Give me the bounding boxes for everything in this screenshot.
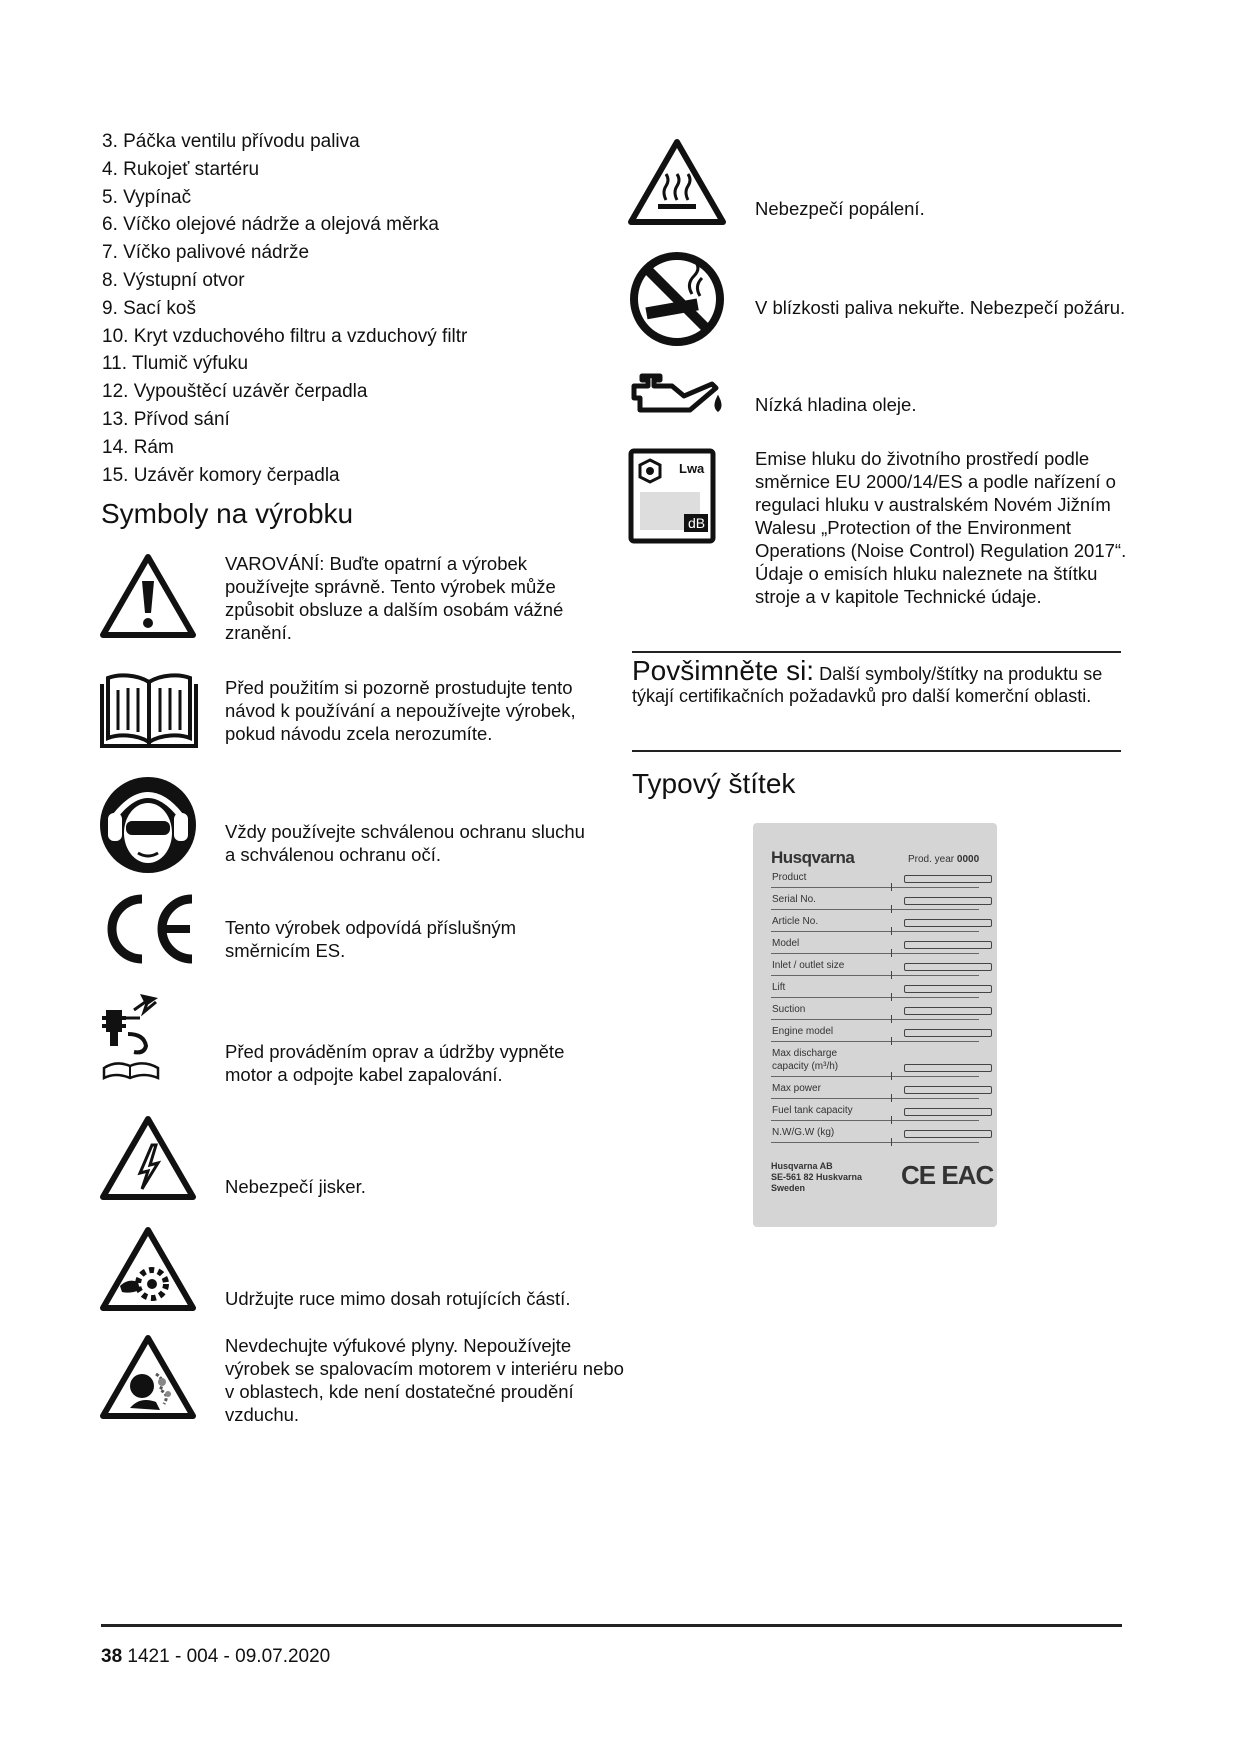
symbol-text: Vždy používejte schválenou ochranu sluchu a schválenou ochranu očí. <box>225 821 585 865</box>
symbol-text: Nebezpečí popálení. <box>755 198 925 219</box>
plate-row: Engine model <box>771 1022 979 1042</box>
exhaust-fumes-icon <box>100 1334 196 1420</box>
list-item: 13. Přívod sání <box>102 408 230 430</box>
parts-list <box>102 128 467 489</box>
note-lead: Povšimněte si: <box>632 655 815 686</box>
list-item: 5. Vypínač <box>102 186 192 208</box>
list-item: 15. Uzávěr komory čerpadla <box>102 464 340 486</box>
list-item: 11. Tlumič výfuku <box>102 353 249 375</box>
manual-book-icon <box>100 670 198 748</box>
doc-id: 1421 - 004 - 09.07.2020 <box>127 1646 331 1667</box>
plate-row: Max power <box>771 1079 979 1099</box>
page-number: 38 <box>101 1646 123 1667</box>
noise-label: Lwa <box>679 461 705 476</box>
certification-marks: CE EAC <box>901 1160 994 1190</box>
ear-eye-protection-icon <box>98 775 198 875</box>
plate-row: Lift <box>771 978 979 998</box>
brand-logo: Husqvarna <box>771 848 855 867</box>
ce-mark-icon <box>100 893 198 965</box>
electric-spark-icon <box>100 1115 196 1201</box>
manufacturer-address: Husqvarna AB SE-561 82 Huskvarna Sweden <box>771 1161 863 1193</box>
plate-row: Suction <box>771 1000 979 1020</box>
rating-plate <box>753 823 997 1227</box>
symbol-text: Udržujte ruce mimo dosah rotujících částí. <box>225 1288 571 1309</box>
list-item: 9. Sací koš <box>102 297 196 319</box>
footer <box>101 1646 330 1668</box>
list-item: 7. Víčko palivové nádrže <box>102 242 310 264</box>
label-heading: Typový štítek <box>632 768 796 799</box>
note-box <box>632 655 1122 707</box>
divider <box>632 651 1121 653</box>
symbol-text: Nevdechujte výfukové plyny. Nepoužívejte výrobek se spalovacím motorem v interiéru nebo v oblastech, kde není dostatečné proudění vzduchu. <box>225 1335 624 1425</box>
plate-row: Product <box>771 868 979 888</box>
no-smoking-icon <box>628 250 726 348</box>
disconnect-spark-plug-icon <box>100 990 164 1082</box>
list-item: 4. Rukojeť startéru <box>102 158 260 180</box>
divider <box>632 750 1121 752</box>
symbol-text: V blízkosti paliva nekuřte. Nebezpečí požáru. <box>755 297 1126 318</box>
symbol-text: VAROVÁNÍ: Buďte opatrní a výrobek používejte správně. Tento výrobek může způsobit obsluze a dalším osobám vážné zranění. <box>225 553 564 643</box>
low-oil-icon <box>628 372 726 418</box>
symbol-text: Nízká hladina oleje. <box>755 394 917 415</box>
noise-emission-icon <box>628 448 716 544</box>
footer-divider <box>101 1624 1122 1627</box>
hot-surface-icon <box>628 138 726 226</box>
list-item: 6. Víčko olejové nádrže a olejová měrka <box>102 214 439 236</box>
symbols-heading: Symboly na výrobku <box>101 498 354 529</box>
symbol-text: Emise hluku do životního prostředí podle směrnice EU 2000/14/ES a podle nařízení o regulaci hluku v australském Novém Jižním Walesu „Protection of the Environment Operations (Noise Control) Regulation 2017“. Údaje o emisích hluku naleznete na štítku stroje a v kapitole Technické údaje. <box>755 448 1127 607</box>
note-text: Další symboly/štítky na produktu se týkají certifikačních požadavků pro další komerční oblasti. <box>632 664 1103 706</box>
db-label: dB <box>688 515 706 531</box>
plate-row: Model <box>771 934 979 954</box>
symbol-text: Před použitím si pozorně prostudujte tento návod k používání a nepoužívejte výrobek, pokud návodu zcela nerozumíte. <box>225 677 576 744</box>
symbol-text: Nebezpečí jisker. <box>225 1176 366 1197</box>
list-item: 14. Rám <box>102 436 174 458</box>
warning-triangle-icon <box>100 553 196 639</box>
symbol-text: Tento výrobek odpovídá příslušným směrnicím ES. <box>225 917 517 961</box>
list-item: 12. Vypouštěcí uzávěr čerpadla <box>102 381 368 403</box>
plate-row: Fuel tank capacity <box>771 1101 979 1121</box>
plate-row: N.W/G.W (kg) <box>771 1123 979 1143</box>
list-item: 8. Výstupní otvor <box>102 269 245 291</box>
prod-year: Prod. year 0000 <box>908 854 980 865</box>
plate-row: Article No. <box>771 912 979 932</box>
plate-row: Serial No. <box>771 890 979 910</box>
plate-row: Inlet / outlet size <box>771 956 979 976</box>
plate-row: Max discharge capacity (m³/h) <box>771 1044 979 1077</box>
rotating-parts-icon <box>100 1226 196 1312</box>
list-item: 10. Kryt vzduchového filtru a vzduchový filtr <box>102 325 468 347</box>
list-item: 3. Páčka ventilu přívodu paliva <box>102 131 360 152</box>
symbol-text: Před prováděním oprav a údržby vypněte motor a odpojte kabel zapalování. <box>225 1041 565 1085</box>
